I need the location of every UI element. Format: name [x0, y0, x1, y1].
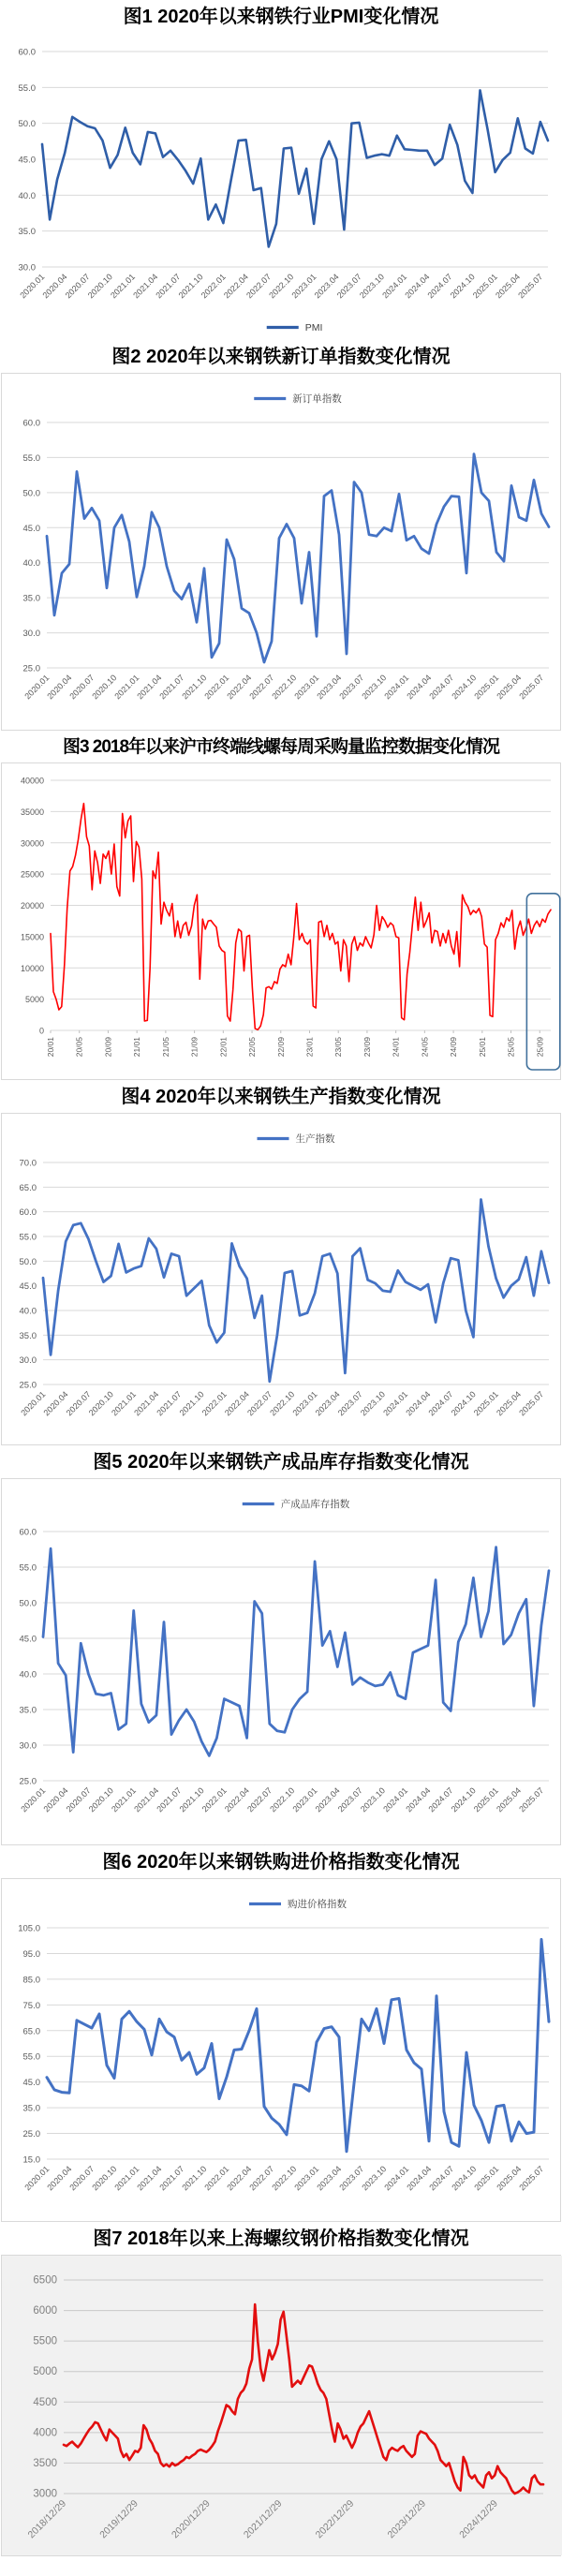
svg-text:45.0: 45.0 — [22, 523, 40, 534]
svg-text:2023.07: 2023.07 — [337, 2164, 366, 2193]
svg-text:2021.01: 2021.01 — [112, 2164, 141, 2193]
svg-text:2025.07: 2025.07 — [517, 1785, 546, 1814]
svg-text:2024.10: 2024.10 — [450, 2164, 479, 2193]
svg-text:2024.01: 2024.01 — [381, 1785, 410, 1814]
svg-text:4000: 4000 — [33, 2427, 57, 2439]
series-line — [47, 454, 549, 662]
svg-text:75.0: 75.0 — [22, 2000, 40, 2011]
svg-text:2020.01: 2020.01 — [22, 2164, 52, 2193]
legend-label: 产成品库存指数 — [280, 1498, 350, 1510]
svg-text:25/01: 25/01 — [477, 1036, 487, 1058]
svg-text:25/05: 25/05 — [506, 1036, 516, 1058]
svg-text:2024.01: 2024.01 — [382, 2164, 411, 2193]
y-axis-tick-labels — [19, 48, 37, 274]
y-axis-tick-labels — [23, 419, 41, 674]
svg-text:25.0: 25.0 — [22, 663, 40, 674]
svg-text:25.0: 25.0 — [22, 2128, 40, 2139]
figure-1-chart-svg — [1, 33, 562, 340]
svg-text:2022.01: 2022.01 — [199, 272, 228, 301]
svg-text:2022.10: 2022.10 — [268, 1785, 297, 1814]
svg-text:2020.10: 2020.10 — [86, 1785, 115, 1814]
svg-text:0: 0 — [38, 1026, 44, 1036]
figure-1 — [0, 6, 562, 340]
svg-text:15.0: 15.0 — [22, 2154, 40, 2166]
gridlines — [43, 1162, 549, 1384]
svg-text:2021.07: 2021.07 — [157, 673, 186, 702]
figure-1-chart-frame — [1, 33, 561, 340]
svg-text:60.0: 60.0 — [19, 1527, 37, 1538]
svg-text:2021.07: 2021.07 — [157, 2164, 186, 2193]
svg-text:2025.07: 2025.07 — [516, 272, 545, 301]
svg-text:2025.04: 2025.04 — [494, 272, 523, 301]
svg-text:2020.04: 2020.04 — [45, 2164, 74, 2193]
svg-text:2023.04: 2023.04 — [312, 272, 341, 301]
svg-text:55.0: 55.0 — [19, 1232, 37, 1243]
figure-7 — [0, 2228, 562, 2556]
gridlines — [51, 780, 551, 1030]
svg-text:5000: 5000 — [24, 994, 44, 1004]
svg-text:2020.07: 2020.07 — [63, 272, 92, 301]
svg-text:40.0: 40.0 — [19, 1669, 37, 1680]
svg-text:2024.01: 2024.01 — [380, 272, 409, 301]
svg-text:2024.04: 2024.04 — [404, 1389, 433, 1418]
gridlines — [42, 52, 548, 267]
svg-text:23/05: 23/05 — [333, 1036, 344, 1058]
svg-text:2023.01: 2023.01 — [290, 1785, 319, 1814]
svg-text:3000: 3000 — [33, 2488, 57, 2500]
svg-text:85.0: 85.0 — [22, 1975, 40, 1986]
svg-text:2020.04: 2020.04 — [41, 1389, 70, 1418]
x-axis-tick-labels — [22, 2164, 545, 2192]
svg-text:30000: 30000 — [20, 838, 44, 848]
svg-text:45.0: 45.0 — [19, 1634, 37, 1645]
svg-text:2022.10: 2022.10 — [270, 673, 299, 702]
svg-text:2023.07: 2023.07 — [335, 1785, 364, 1814]
svg-text:2024/12/29: 2024/12/29 — [457, 2497, 500, 2541]
series-line — [43, 1199, 549, 1381]
svg-text:2023.10: 2023.10 — [358, 1389, 388, 1418]
x-axis-tick-labels — [19, 1389, 545, 1417]
svg-text:2021.04: 2021.04 — [135, 2164, 164, 2193]
figure-1-title: 图1 2020年以来钢铁行业PMI变化情况 — [123, 7, 439, 27]
svg-text:40.0: 40.0 — [18, 190, 36, 201]
figure-5-chart-svg — [2, 1479, 562, 1844]
svg-text:25/09: 25/09 — [535, 1036, 545, 1058]
svg-text:35.0: 35.0 — [22, 593, 40, 604]
svg-text:2022.07: 2022.07 — [247, 673, 276, 702]
svg-text:30.0: 30.0 — [18, 262, 36, 274]
svg-text:60.0: 60.0 — [19, 1207, 37, 1218]
figure-3 — [0, 736, 562, 1080]
svg-text:2022.01: 2022.01 — [202, 673, 231, 702]
svg-text:2024.10: 2024.10 — [448, 272, 477, 301]
svg-text:40.0: 40.0 — [22, 558, 40, 570]
svg-text:2021.10: 2021.10 — [177, 1785, 206, 1814]
svg-text:2018/12/29: 2018/12/29 — [25, 2497, 69, 2541]
svg-text:2021.04: 2021.04 — [132, 1785, 161, 1814]
svg-text:35.0: 35.0 — [18, 227, 36, 238]
svg-text:65.0: 65.0 — [22, 2026, 40, 2037]
svg-text:2023.07: 2023.07 — [334, 272, 363, 301]
svg-text:2025.04: 2025.04 — [495, 673, 524, 702]
svg-text:55.0: 55.0 — [22, 452, 40, 464]
svg-text:2025.04: 2025.04 — [495, 1389, 524, 1418]
svg-text:2022.07: 2022.07 — [244, 272, 274, 301]
svg-text:2023.01: 2023.01 — [289, 272, 318, 301]
svg-text:35.0: 35.0 — [22, 2103, 40, 2114]
series-line — [42, 90, 548, 246]
svg-text:23/01: 23/01 — [304, 1036, 315, 1058]
svg-text:2022.07: 2022.07 — [245, 1389, 274, 1418]
svg-text:2020.10: 2020.10 — [90, 2164, 119, 2193]
figure-4-title: 图4 2020年以来钢铁生产指数变化情况 — [121, 1086, 441, 1107]
svg-text:2022.01: 2022.01 — [200, 1785, 229, 1814]
figure-2-chart-svg — [2, 374, 562, 730]
x-axis-tick-labels — [22, 673, 545, 701]
x-axis-tick-labels — [46, 1030, 544, 1057]
svg-text:24/01: 24/01 — [391, 1036, 401, 1058]
svg-text:21/09: 21/09 — [189, 1036, 200, 1058]
svg-text:30.0: 30.0 — [19, 1355, 37, 1366]
svg-text:2022.04: 2022.04 — [225, 673, 254, 702]
svg-text:2024.01: 2024.01 — [381, 1389, 410, 1418]
svg-text:2024.10: 2024.10 — [450, 673, 479, 702]
svg-text:2022.04: 2022.04 — [221, 272, 251, 301]
figure-3-chart-svg — [2, 763, 562, 1079]
svg-text:55.0: 55.0 — [19, 1562, 37, 1574]
svg-text:2023.01: 2023.01 — [292, 2164, 321, 2193]
series-line — [51, 803, 551, 1029]
legend-label: 新订单指数 — [292, 393, 342, 405]
svg-text:2020.01: 2020.01 — [18, 272, 47, 301]
svg-text:20/09: 20/09 — [103, 1036, 113, 1058]
svg-text:30.0: 30.0 — [19, 1740, 37, 1752]
svg-text:5000: 5000 — [33, 2365, 57, 2377]
figure-6 — [0, 1851, 562, 2222]
svg-text:40000: 40000 — [20, 776, 44, 786]
svg-text:2024.04: 2024.04 — [405, 673, 434, 702]
svg-text:30.0: 30.0 — [22, 629, 40, 640]
svg-text:2022/12/29: 2022/12/29 — [313, 2497, 357, 2541]
svg-text:60.0: 60.0 — [22, 418, 40, 429]
report-page — [0, 6, 562, 2556]
svg-text:6500: 6500 — [33, 2274, 57, 2287]
svg-text:55.0: 55.0 — [18, 82, 36, 94]
svg-text:2024.07: 2024.07 — [426, 1389, 455, 1418]
svg-text:2020.10: 2020.10 — [85, 272, 114, 301]
svg-text:10000: 10000 — [20, 963, 44, 973]
legend — [267, 322, 323, 333]
y-axis-tick-labels — [20, 1158, 37, 1390]
y-axis-tick-labels — [20, 1527, 37, 1786]
legend — [243, 1498, 350, 1510]
svg-text:2021.01: 2021.01 — [112, 673, 141, 702]
svg-text:2021.07: 2021.07 — [155, 1389, 184, 1418]
svg-text:2023.10: 2023.10 — [360, 673, 389, 702]
svg-text:2021.10: 2021.10 — [176, 272, 205, 301]
svg-text:2024.04: 2024.04 — [403, 272, 432, 301]
svg-text:2024.07: 2024.07 — [427, 673, 456, 702]
svg-text:2021/12/29: 2021/12/29 — [241, 2497, 285, 2541]
svg-text:2025.07: 2025.07 — [517, 673, 546, 702]
svg-text:2024.01: 2024.01 — [382, 673, 411, 702]
svg-text:24/05: 24/05 — [420, 1036, 430, 1058]
svg-text:2021.01: 2021.01 — [110, 1389, 139, 1418]
figure-3-title: 图3 2018年以来沪市终端线螺每周采购量监控数据变化情况 — [62, 737, 500, 757]
figure-7-chart-frame — [1, 2255, 561, 2556]
svg-text:2025.04: 2025.04 — [495, 2164, 524, 2193]
svg-text:2023/12/29: 2023/12/29 — [385, 2497, 429, 2541]
figure-2-chart-frame — [1, 373, 561, 731]
svg-text:22/09: 22/09 — [275, 1036, 286, 1058]
svg-text:50.0: 50.0 — [18, 119, 36, 130]
svg-text:2023.10: 2023.10 — [358, 1785, 388, 1814]
svg-text:55.0: 55.0 — [22, 2051, 40, 2063]
svg-text:2023.01: 2023.01 — [292, 673, 321, 702]
svg-text:21/01: 21/01 — [132, 1036, 142, 1058]
svg-text:2022.10: 2022.10 — [270, 2164, 299, 2193]
svg-text:2021.10: 2021.10 — [180, 2164, 209, 2193]
svg-text:70.0: 70.0 — [19, 1158, 37, 1169]
figure-6-chart-frame — [1, 1878, 561, 2222]
svg-text:2021.10: 2021.10 — [180, 673, 209, 702]
svg-text:6000: 6000 — [33, 2304, 57, 2317]
svg-text:20000: 20000 — [20, 900, 44, 910]
series-line — [43, 1547, 549, 1755]
svg-text:2022.07: 2022.07 — [247, 2164, 276, 2193]
svg-text:24/09: 24/09 — [449, 1036, 459, 1058]
legend-label: 生产指数 — [295, 1133, 335, 1145]
svg-text:25000: 25000 — [20, 869, 44, 880]
figure-3-chart-frame — [1, 762, 561, 1080]
svg-text:2020.07: 2020.07 — [64, 1389, 93, 1418]
svg-text:50.0: 50.0 — [22, 488, 40, 499]
svg-text:2020.01: 2020.01 — [22, 673, 52, 702]
legend — [258, 1133, 335, 1145]
legend-label: PMI — [304, 322, 323, 333]
svg-text:2023.04: 2023.04 — [313, 1389, 342, 1418]
svg-text:2024.07: 2024.07 — [427, 2164, 456, 2193]
svg-text:20/01: 20/01 — [46, 1036, 55, 1058]
svg-text:50.0: 50.0 — [19, 1256, 37, 1267]
svg-text:2023.07: 2023.07 — [337, 673, 366, 702]
svg-text:40.0: 40.0 — [19, 1306, 37, 1317]
svg-text:23/09: 23/09 — [362, 1036, 372, 1058]
svg-text:2021.04: 2021.04 — [135, 673, 164, 702]
svg-text:2023.04: 2023.04 — [315, 673, 344, 702]
svg-text:15000: 15000 — [20, 932, 44, 942]
svg-text:20/05: 20/05 — [74, 1036, 84, 1058]
gridlines — [47, 1928, 549, 2159]
figure-2-title: 图2 2020年以来钢铁新订单指数变化情况 — [111, 347, 451, 367]
svg-text:2020.04: 2020.04 — [40, 272, 69, 301]
svg-text:105.0: 105.0 — [18, 1923, 40, 1934]
svg-text:2020.01: 2020.01 — [19, 1389, 48, 1418]
figure-6-chart-svg — [2, 1879, 562, 2221]
x-axis-tick-labels — [19, 1785, 545, 1814]
svg-text:22/01: 22/01 — [218, 1036, 229, 1058]
figure-7-title: 图7 2018年以来上海螺纹钢价格指数变化情况 — [93, 2228, 469, 2249]
svg-text:2020.04: 2020.04 — [41, 1785, 70, 1814]
svg-text:2022.01: 2022.01 — [202, 2164, 231, 2193]
svg-text:2024.10: 2024.10 — [449, 1389, 478, 1418]
svg-text:45.0: 45.0 — [22, 2077, 40, 2088]
svg-text:2023.10: 2023.10 — [357, 272, 387, 301]
svg-text:2025.07: 2025.07 — [517, 2164, 546, 2193]
svg-text:2025.01: 2025.01 — [471, 1389, 500, 1418]
svg-text:2025.01: 2025.01 — [471, 1785, 500, 1814]
y-axis-tick-labels — [18, 1923, 40, 2165]
svg-text:2023.10: 2023.10 — [360, 2164, 389, 2193]
svg-text:2022.04: 2022.04 — [225, 2164, 254, 2193]
svg-text:2023.04: 2023.04 — [313, 1785, 342, 1814]
svg-text:21/05: 21/05 — [160, 1036, 170, 1058]
svg-text:2022.10: 2022.10 — [268, 1389, 297, 1418]
svg-text:2021.01: 2021.01 — [110, 1785, 139, 1814]
x-axis-tick-labels — [18, 272, 544, 300]
svg-text:2025.01: 2025.01 — [472, 2164, 501, 2193]
svg-text:22/05: 22/05 — [247, 1036, 258, 1058]
figure-5-chart-frame — [1, 1478, 561, 1845]
svg-text:2024.04: 2024.04 — [404, 1785, 433, 1814]
svg-text:50.0: 50.0 — [19, 1598, 37, 1609]
svg-text:2020.07: 2020.07 — [67, 673, 96, 702]
svg-text:35.0: 35.0 — [19, 1705, 37, 1716]
svg-text:95.0: 95.0 — [22, 1948, 40, 1960]
svg-text:2025.07: 2025.07 — [517, 1389, 546, 1418]
figure-4-chart-frame — [1, 1113, 561, 1445]
svg-text:2021.04: 2021.04 — [131, 272, 160, 301]
figure-4-chart-svg — [2, 1114, 562, 1444]
figure-5-title: 图5 2020年以来钢铁产成品库存指数变化情况 — [93, 1451, 469, 1473]
svg-text:2024.07: 2024.07 — [426, 1785, 455, 1814]
svg-text:2020.04: 2020.04 — [45, 673, 74, 702]
figure-7-chart-svg — [2, 2256, 562, 2555]
svg-text:2020/12/29: 2020/12/29 — [170, 2497, 213, 2541]
svg-text:2020.01: 2020.01 — [19, 1785, 48, 1814]
svg-text:2021.07: 2021.07 — [154, 272, 183, 301]
svg-text:2019/12/29: 2019/12/29 — [97, 2497, 140, 2541]
legend — [254, 392, 342, 405]
svg-text:5500: 5500 — [33, 2335, 57, 2347]
svg-text:2020.07: 2020.07 — [64, 1785, 93, 1814]
svg-text:4500: 4500 — [33, 2396, 57, 2408]
svg-text:2025.01: 2025.01 — [470, 272, 499, 301]
svg-text:2023.04: 2023.04 — [315, 2164, 344, 2193]
svg-text:25.0: 25.0 — [19, 1380, 37, 1391]
svg-text:45.0: 45.0 — [18, 155, 36, 166]
svg-text:2021.07: 2021.07 — [155, 1785, 184, 1814]
legend — [249, 1898, 347, 1910]
svg-text:2021.01: 2021.01 — [109, 272, 138, 301]
svg-text:2023.01: 2023.01 — [290, 1389, 319, 1418]
svg-text:2025.01: 2025.01 — [472, 673, 501, 702]
svg-text:2022.04: 2022.04 — [222, 1785, 252, 1814]
svg-text:2020.07: 2020.07 — [67, 2164, 96, 2193]
svg-text:2023.07: 2023.07 — [335, 1389, 364, 1418]
figure-6-title: 图6 2020年以来钢铁购进价格指数变化情况 — [102, 1851, 460, 1873]
svg-text:2022.01: 2022.01 — [200, 1389, 229, 1418]
figure-5 — [0, 1451, 562, 1845]
figure-2 — [0, 346, 562, 731]
svg-text:2024.10: 2024.10 — [449, 1785, 478, 1814]
svg-text:2022.10: 2022.10 — [267, 272, 296, 301]
svg-text:65.0: 65.0 — [19, 1182, 37, 1193]
series-line — [47, 1939, 549, 2151]
svg-text:35.0: 35.0 — [19, 1330, 37, 1341]
svg-text:45.0: 45.0 — [19, 1281, 37, 1292]
svg-text:2022.04: 2022.04 — [222, 1389, 252, 1418]
figure-4 — [0, 1086, 562, 1445]
legend-label: 购进价格指数 — [288, 1898, 347, 1910]
svg-text:2025.04: 2025.04 — [495, 1785, 524, 1814]
svg-text:2021.10: 2021.10 — [177, 1389, 206, 1418]
svg-text:3500: 3500 — [33, 2457, 57, 2469]
svg-text:2024.04: 2024.04 — [405, 2164, 434, 2193]
svg-text:2021.04: 2021.04 — [132, 1389, 161, 1418]
svg-text:60.0: 60.0 — [18, 47, 36, 58]
svg-text:2020.10: 2020.10 — [86, 1389, 115, 1418]
svg-text:35000: 35000 — [20, 807, 44, 817]
y-axis-tick-labels — [21, 776, 44, 1035]
gridlines — [43, 1532, 549, 1781]
plot-background — [2, 2256, 562, 2555]
svg-text:2022.07: 2022.07 — [245, 1785, 274, 1814]
svg-text:25.0: 25.0 — [19, 1776, 37, 1787]
svg-text:2020.10: 2020.10 — [90, 673, 119, 702]
svg-text:2024.07: 2024.07 — [425, 272, 454, 301]
